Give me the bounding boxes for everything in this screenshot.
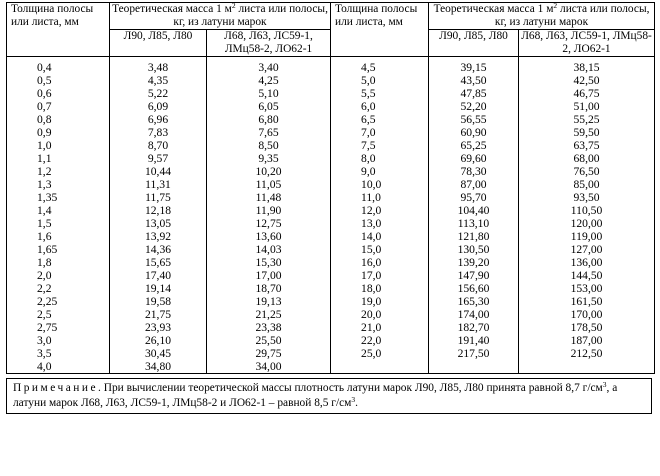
cell-mass-l90-right: 78,30	[429, 165, 519, 178]
cell-mass-l90-left: 13,92	[110, 230, 207, 243]
table-row	[7, 243, 655, 256]
cell-thickness-left: 1,35	[7, 191, 110, 204]
cell-thickness-right: 7,0	[331, 126, 429, 139]
cell-thickness-right: 8,0	[331, 152, 429, 165]
cell-thickness-left: 1,3	[7, 178, 110, 191]
cell-thickness-right: 22,0	[331, 334, 429, 347]
cell-mass-l90-right: 182,70	[429, 321, 519, 334]
cell-mass-l90-left: 19,58	[110, 295, 207, 308]
cell-mass-l90-right: 43,50	[429, 74, 519, 87]
cell-mass-l90-left: 21,75	[110, 308, 207, 321]
cell-mass-l90-right: 87,00	[429, 178, 519, 191]
cell-thickness-right: 14,0	[331, 230, 429, 243]
cell-thickness-left: 1,6	[7, 230, 110, 243]
cell-mass-l68-left: 18,70	[207, 282, 331, 295]
cell-mass-l90-left: 30,45	[110, 347, 207, 360]
cell-mass-l68-right: 119,00	[519, 230, 655, 243]
cell-mass-l68-left: 17,00	[207, 269, 331, 282]
cell-mass-l68-left: 15,30	[207, 256, 331, 269]
footnote-text-2: , а латуни марок Л68, Л63, ЛС59-1, ЛМц58-2 и ЛО62-1 – равной 8,5 г/см	[13, 382, 618, 409]
cell-mass-l90-left: 26,10	[110, 334, 207, 347]
cell-mass-l90-left: 19,14	[110, 282, 207, 295]
cell-mass-l68-left: 13,60	[207, 230, 331, 243]
cell-mass-l68-right	[519, 360, 655, 374]
table-row	[7, 230, 655, 243]
cell-mass-l68-right: 85,00	[519, 178, 655, 191]
table-row	[7, 256, 655, 269]
cell-thickness-left: 0,4	[7, 57, 110, 75]
cell-mass-l90-right: 147,90	[429, 269, 519, 282]
table-row	[7, 57, 655, 75]
cell-mass-l68-left: 9,35	[207, 152, 331, 165]
cell-mass-l68-left: 11,90	[207, 204, 331, 217]
cell-thickness-right: 21,0	[331, 321, 429, 334]
cell-mass-l90-right: 121,80	[429, 230, 519, 243]
cell-mass-l68-right: 187,00	[519, 334, 655, 347]
cell-thickness-left: 1,65	[7, 243, 110, 256]
cell-mass-l68-left: 25,50	[207, 334, 331, 347]
cell-thickness-right: 16,0	[331, 256, 429, 269]
cell-thickness-right: 6,5	[331, 113, 429, 126]
cell-thickness-right: 25,0	[331, 347, 429, 360]
brass-mass-table	[6, 2, 655, 374]
cell-mass-l68-right: 120,00	[519, 217, 655, 230]
cell-mass-l90-left: 17,40	[110, 269, 207, 282]
table-row	[7, 74, 655, 87]
cell-mass-l90-right: 165,30	[429, 295, 519, 308]
table-row	[7, 204, 655, 217]
cell-thickness-right: 9,0	[331, 165, 429, 178]
cell-mass-l68-right: 153,00	[519, 282, 655, 295]
cell-mass-l68-left: 19,13	[207, 295, 331, 308]
cell-mass-l68-left: 8,50	[207, 139, 331, 152]
table-row	[7, 113, 655, 126]
cell-mass-l68-left: 5,10	[207, 87, 331, 100]
cell-mass-l68-right: 136,00	[519, 256, 655, 269]
cell-mass-l68-left: 6,05	[207, 100, 331, 113]
table-row	[7, 334, 655, 347]
header-mass-right: Теоретическая масса 1 $м^2$ листа или полосы, кг, из латуни марок	[429, 3, 655, 30]
cell-thickness-left: 0,5	[7, 74, 110, 87]
cell-mass-l68-right: 63,75	[519, 139, 655, 152]
cell-mass-l68-left: 3,40	[207, 57, 331, 75]
cell-mass-l68-left: 7,65	[207, 126, 331, 139]
cell-mass-l90-left: 14,36	[110, 243, 207, 256]
cell-mass-l68-right: 144,50	[519, 269, 655, 282]
footnote-lead: Примечание	[13, 382, 99, 394]
cell-mass-l68-right: 68,00	[519, 152, 655, 165]
cell-thickness-left: 2,2	[7, 282, 110, 295]
cell-mass-l90-left: 7,83	[110, 126, 207, 139]
table-row	[7, 152, 655, 165]
cell-thickness-left: 0,6	[7, 87, 110, 100]
cell-thickness-left: 2,5	[7, 308, 110, 321]
cell-mass-l68-right: 178,50	[519, 321, 655, 334]
cell-mass-l68-left: 34,00	[207, 360, 331, 374]
cell-thickness-right: 20,0	[331, 308, 429, 321]
table-row	[7, 165, 655, 178]
cell-thickness-left: 4,0	[7, 360, 110, 374]
cell-mass-l90-left: 11,31	[110, 178, 207, 191]
cell-mass-l68-right: 51,00	[519, 100, 655, 113]
cell-thickness-right: 19,0	[331, 295, 429, 308]
table-row	[7, 87, 655, 100]
cell-mass-l68-left: 14,03	[207, 243, 331, 256]
cell-thickness-right: 13,0	[331, 217, 429, 230]
cell-thickness-left: 0,7	[7, 100, 110, 113]
cell-mass-l68-left: 21,25	[207, 308, 331, 321]
cell-thickness-right	[331, 360, 429, 374]
table-row	[7, 100, 655, 113]
cell-thickness-right: 7,5	[331, 139, 429, 152]
cell-thickness-left: 1,4	[7, 204, 110, 217]
cell-thickness-right: 5,0	[331, 74, 429, 87]
cell-mass-l68-left: 4,25	[207, 74, 331, 87]
cell-thickness-right: 6,0	[331, 100, 429, 113]
cell-mass-l90-left: 34,80	[110, 360, 207, 374]
cell-mass-l90-left: 10,44	[110, 165, 207, 178]
header-grade-l68-right: Л68, Л63, ЛС59-1, ЛМц58-2, ЛО62-1	[519, 30, 655, 57]
table-row	[7, 295, 655, 308]
cell-mass-l68-right: 212,50	[519, 347, 655, 360]
header-mass-left: Теоретическая масса 1 $м^2$ листа или полосы, кг, из латуни марок	[110, 3, 331, 30]
cell-mass-l90-left: 23,93	[110, 321, 207, 334]
table-row	[7, 126, 655, 139]
footnote	[6, 378, 652, 414]
cell-mass-l68-left: 12,75	[207, 217, 331, 230]
footnote-text-1: . При вычислении теоретической массы плотность латуни марок Л90, Л85, Л80 принята равной 8,7 г/см	[98, 382, 603, 394]
cell-mass-l90-left: 6,09	[110, 100, 207, 113]
cell-mass-l90-left: 15,65	[110, 256, 207, 269]
cell-mass-l90-right: 217,50	[429, 347, 519, 360]
cell-thickness-left: 0,9	[7, 126, 110, 139]
header-row-1	[7, 3, 655, 30]
cell-mass-l68-right: 42,50	[519, 74, 655, 87]
table-row	[7, 191, 655, 204]
table-row	[7, 217, 655, 230]
header-grade-l90-right: Л90, Л85, Л80	[429, 30, 519, 57]
cell-thickness-left: 1,0	[7, 139, 110, 152]
cell-mass-l68-right: 110,50	[519, 204, 655, 217]
cell-thickness-left: 2,0	[7, 269, 110, 282]
cell-thickness-left: 3,0	[7, 334, 110, 347]
cell-mass-l68-right: 127,00	[519, 243, 655, 256]
cell-mass-l90-right: 52,20	[429, 100, 519, 113]
table-row	[7, 269, 655, 282]
cell-thickness-left: 0,8	[7, 113, 110, 126]
cell-mass-l90-right: 60,90	[429, 126, 519, 139]
cell-mass-l90-right: 95,70	[429, 191, 519, 204]
cell-mass-l90-left: 4,35	[110, 74, 207, 87]
cell-mass-l90-left: 13,05	[110, 217, 207, 230]
cell-mass-l90-left: 8,70	[110, 139, 207, 152]
cell-mass-l90-right: 65,25	[429, 139, 519, 152]
cell-mass-l90-right: 47,85	[429, 87, 519, 100]
cell-mass-l68-left: 29,75	[207, 347, 331, 360]
cell-thickness-right: 18,0	[331, 282, 429, 295]
cell-thickness-right: 11,0	[331, 191, 429, 204]
cell-mass-l90-right: 113,10	[429, 217, 519, 230]
cell-mass-l90-right: 139,20	[429, 256, 519, 269]
cell-mass-l68-right: 76,50	[519, 165, 655, 178]
cell-thickness-right: 17,0	[331, 269, 429, 282]
cell-thickness-right: 5,5	[331, 87, 429, 100]
header-grade-l68-left: Л68, Л63, ЛС59-1, ЛМц58-2, ЛО62-1	[207, 30, 331, 57]
footnote-text-3: .	[355, 397, 358, 409]
cell-mass-l68-left: 11,05	[207, 178, 331, 191]
footnote-sup-2: 3	[351, 395, 356, 404]
table-row	[7, 360, 655, 374]
cell-thickness-left: 1,1	[7, 152, 110, 165]
cell-mass-l90-right: 56,55	[429, 113, 519, 126]
document	[6, 2, 654, 414]
table-row	[7, 139, 655, 152]
cell-mass-l90-right: 156,60	[429, 282, 519, 295]
table-body	[7, 57, 655, 374]
header-thickness-left: Толщина полосы или листа, мм	[7, 3, 110, 57]
cell-mass-l68-left: 6,80	[207, 113, 331, 126]
cell-mass-l90-left: 11,75	[110, 191, 207, 204]
cell-mass-l90-left: 3,48	[110, 57, 207, 75]
cell-thickness-right: 12,0	[331, 204, 429, 217]
cell-thickness-left: 2,25	[7, 295, 110, 308]
cell-mass-l90-right	[429, 360, 519, 374]
table-row	[7, 178, 655, 191]
cell-mass-l68-left: 10,20	[207, 165, 331, 178]
header-grade-l90-left: Л90, Л85, Л80	[110, 30, 207, 57]
header-thickness-right: Толщина полосы или листа, мм	[331, 3, 429, 57]
cell-mass-l68-left: 23,38	[207, 321, 331, 334]
cell-thickness-right: 15,0	[331, 243, 429, 256]
cell-thickness-left: 1,8	[7, 256, 110, 269]
cell-mass-l90-right: 130,50	[429, 243, 519, 256]
cell-mass-l90-right: 69,60	[429, 152, 519, 165]
cell-mass-l68-right: 161,50	[519, 295, 655, 308]
cell-thickness-left: 3,5	[7, 347, 110, 360]
cell-mass-l90-left: 12,18	[110, 204, 207, 217]
cell-mass-l68-right: 59,50	[519, 126, 655, 139]
cell-thickness-right: 4,5	[331, 57, 429, 75]
cell-thickness-left: 1,2	[7, 165, 110, 178]
table-row	[7, 282, 655, 295]
cell-thickness-left: 2,75	[7, 321, 110, 334]
cell-mass-l68-right: 46,75	[519, 87, 655, 100]
cell-mass-l68-right: 93,50	[519, 191, 655, 204]
cell-mass-l90-right: 39,15	[429, 57, 519, 75]
table-row	[7, 308, 655, 321]
cell-mass-l90-left: 9,57	[110, 152, 207, 165]
cell-mass-l90-left: 6,96	[110, 113, 207, 126]
cell-mass-l68-right: 38,15	[519, 57, 655, 75]
cell-mass-l90-right: 104,40	[429, 204, 519, 217]
cell-mass-l68-left: 11,48	[207, 191, 331, 204]
footnote-sup-1: 3	[602, 380, 607, 389]
cell-thickness-right: 10,0	[331, 178, 429, 191]
table-row	[7, 321, 655, 334]
table-row	[7, 347, 655, 360]
cell-mass-l90-right: 191,40	[429, 334, 519, 347]
cell-mass-l68-right: 170,00	[519, 308, 655, 321]
cell-mass-l68-right: 55,25	[519, 113, 655, 126]
cell-mass-l90-left: 5,22	[110, 87, 207, 100]
cell-mass-l90-right: 174,00	[429, 308, 519, 321]
cell-thickness-left: 1,5	[7, 217, 110, 230]
